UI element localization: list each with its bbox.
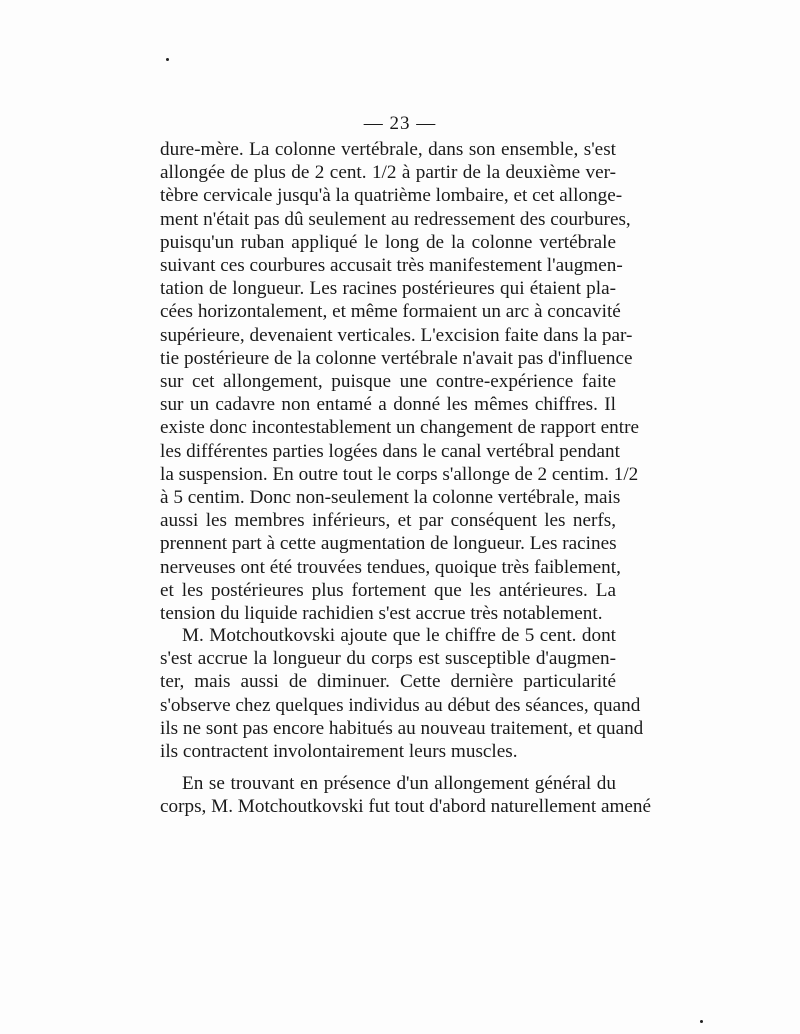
text-line: supérieure, devenaient verticales. L'excision faite dans la par- bbox=[160, 324, 633, 346]
text-line: En se trouvant en présence d'un allongement général du bbox=[182, 773, 616, 794]
text-line: la suspension. En outre tout le corps s'allonge de 2 centim. 1/2 bbox=[160, 463, 639, 485]
paragraph-3 bbox=[160, 772, 652, 818]
text-line: M. Motchoutkovski ajoute que le chiffre de 5 cent. dont bbox=[182, 625, 616, 646]
text-line: suivant ces courbures accusait très manifestement l'augmen- bbox=[160, 255, 623, 277]
scan-speck bbox=[700, 1020, 703, 1023]
text-line: sur un cadavre non entamé a donné les mêmes chiffres. Il bbox=[160, 394, 616, 416]
text-line: les différentes parties logées dans le canal vertébral pendant bbox=[160, 440, 620, 462]
text-line: nerveuses ont été trouvées tendues, quoique très faiblement, bbox=[160, 556, 621, 578]
text-line: et les postérieures plus fortement que les antérieures. La bbox=[160, 579, 616, 601]
page-number: — 23 — bbox=[363, 113, 437, 134]
paragraph-2 bbox=[160, 624, 644, 763]
text-line: s'observe chez quelques individus au début des séances, quand bbox=[160, 694, 641, 716]
text-line: sur cet allongement, puisque une contre-expérience faite bbox=[160, 371, 616, 393]
text-line: s'est accrue la longueur du corps est susceptible d'augmen- bbox=[160, 648, 616, 670]
text-line: tèbre cervicale jusqu'à la quatrième lombaire, et cet allonge- bbox=[160, 185, 623, 207]
text-line: aussi les membres inférieurs, et par conséquent les nerfs, bbox=[160, 510, 616, 532]
text-line: ils contractent involontairement leurs muscles. bbox=[160, 741, 518, 763]
scan-speck bbox=[166, 58, 169, 61]
text-line: ils ne sont pas encore habitués au nouveau traitement, et quand bbox=[160, 717, 644, 739]
text-line: tie postérieure de la colonne vertébrale n'avait pas d'influence bbox=[160, 347, 633, 369]
text-line: allongée de plus de 2 cent. 1/2 à partir de la deuxième ver- bbox=[160, 162, 616, 184]
text-line: puisqu'un ruban appliqué le long de la colonne vertébrale bbox=[160, 231, 616, 253]
text-line: ment n'était pas dû seulement au redressement des courbures, bbox=[160, 208, 631, 230]
text-line: prennent part à cette augmentation de longueur. Les racines bbox=[160, 533, 617, 555]
text-line: à 5 centim. Donc non-seulement la colonne vertébrale, mais bbox=[160, 487, 621, 509]
text-line: existe donc incontestablement un changement de rapport entre bbox=[160, 417, 639, 439]
text-line: dure-mère. La colonne vertébrale, dans son ensemble, s'est bbox=[160, 139, 616, 160]
text-line: tation de longueur. Les racines postérieures qui étaient pla- bbox=[160, 278, 616, 300]
text-line: ter, mais aussi de diminuer. Cette dernière particularité bbox=[160, 671, 616, 693]
text-line: cées horizontalement, et même formaient un arc à concavité bbox=[160, 301, 621, 323]
text-line: tension du liquide rachidien s'est accrue très notablement. bbox=[160, 603, 603, 625]
text-line: corps, M. Motchoutkovski fut tout d'abord naturellement amené bbox=[160, 796, 652, 818]
paragraph-1 bbox=[160, 138, 639, 625]
